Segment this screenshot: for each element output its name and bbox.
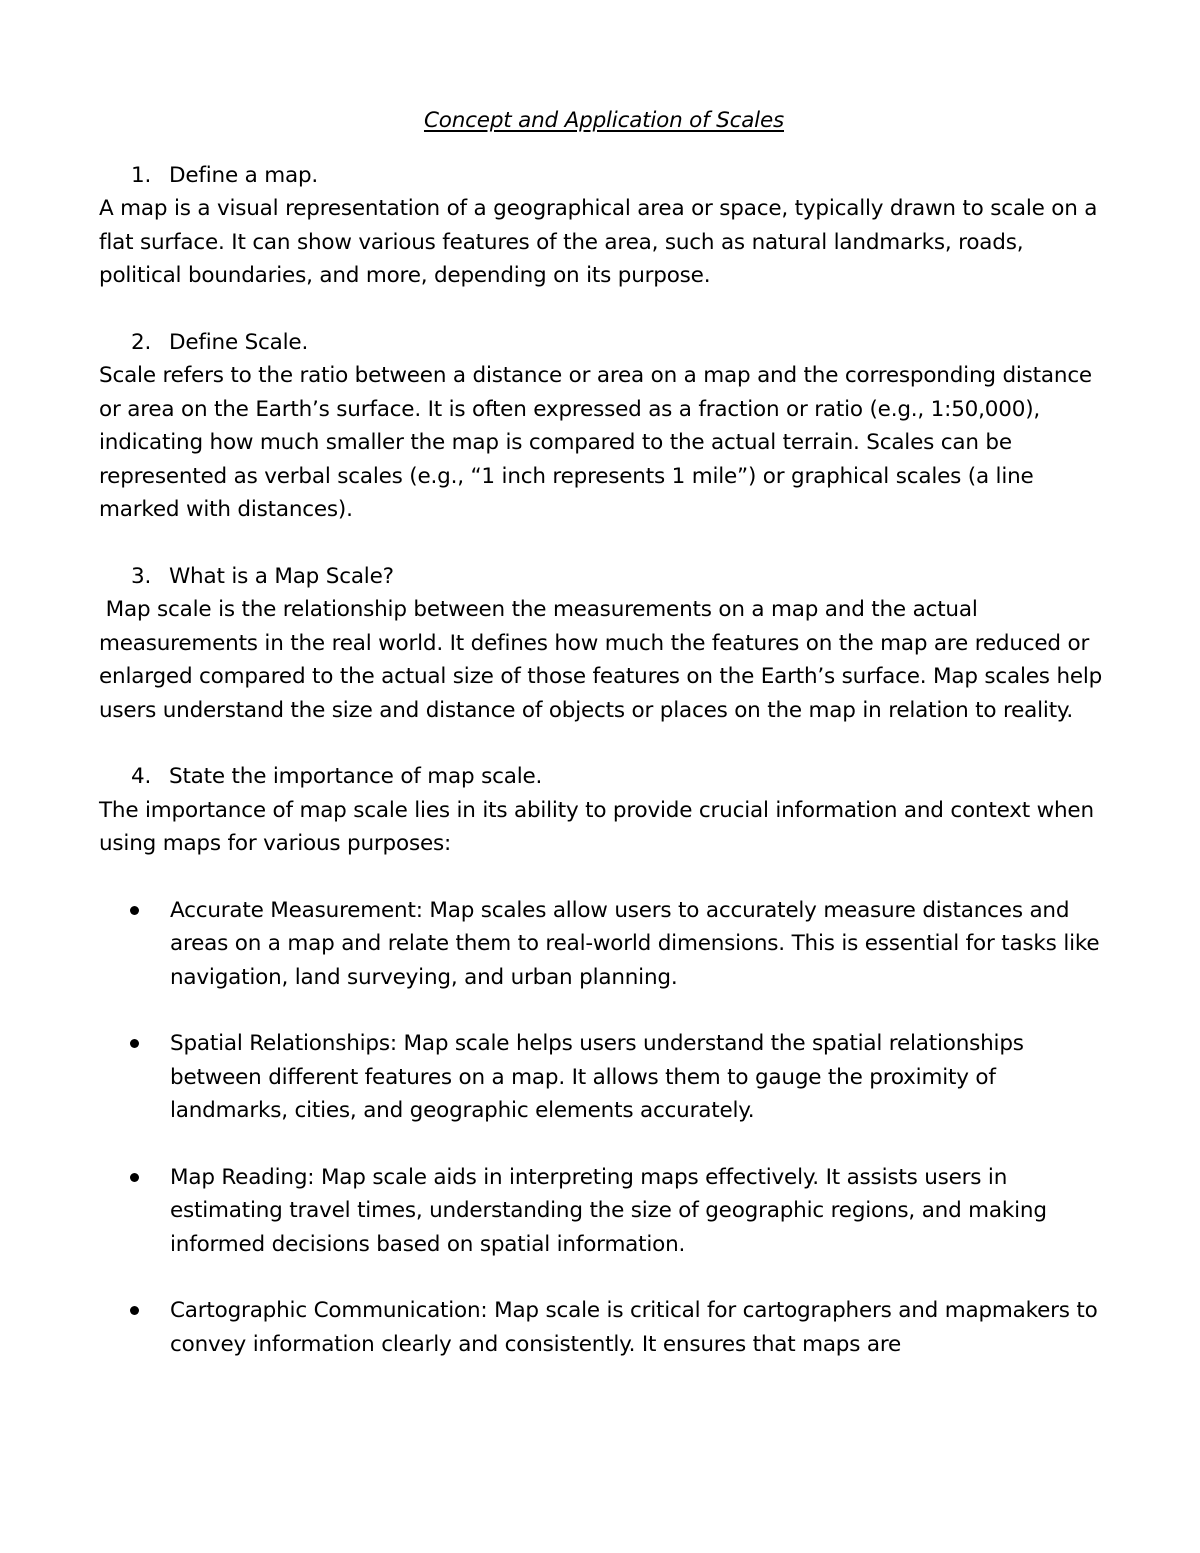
question-2: [99, 326, 1109, 360]
answer-2: Scale refers to the ratio between a distance or area on a map and the corresponding distance or area on the Earth’s surface. It is often expressed as a fraction or ratio (e.g., 1:50,000), indicating how much smaller the map is compared to the actual terrain. Scales can be represented as verbal scales (e.g., “1 inch represents 1 mile”) or graphical scales (a line marked with distances).: [99, 363, 1092, 522]
list-item-text: Spatial Relationships: Map scale helps users understand the spatial relationships between different features on a map. It allows them to gauge the proximity of landmarks, cities, and geographic elements accurately.: [170, 1031, 1024, 1123]
question-1: [99, 159, 1109, 193]
question-number: 2.: [131, 329, 152, 355]
list-item-text: Map Reading: Map scale aids in interpreting maps effectively. It assists users in estimating travel times, understanding the size of geographic regions, and making informed decisions based on spatial information.: [170, 1164, 1047, 1257]
question-number: 1.: [131, 162, 152, 188]
question-text: What is a Map Scale?: [169, 563, 394, 589]
answer-3: Map scale is the relationship between the measurements on a map and the actual measurements in the real world. It defines how much the features on the map are reduced or enlarged compared to the actual size of those features on the Earth’s surface. Map scales help users understand the size and distance of objects or places on the map in relation to reality.: [99, 597, 1109, 723]
question-number: 3.: [131, 563, 152, 589]
section-define-scale: [99, 326, 1109, 527]
section-map-scale: [99, 560, 1109, 728]
bullet-icon: [99, 894, 170, 995]
document-body: [99, 104, 1109, 1394]
question-4: [99, 760, 1109, 794]
section-importance: [99, 760, 1109, 861]
importance-list: [99, 894, 1109, 1362]
bullet-icon: [99, 1294, 170, 1361]
bullet-icon: [99, 1027, 170, 1128]
question-number: 4.: [131, 764, 152, 789]
bullet-icon: [99, 1161, 170, 1262]
answer-4: The importance of map scale lies in its ability to provide crucial information and context when using maps for various purposes:: [99, 797, 1094, 856]
document-title: Concept and Application of Scales: [423, 108, 784, 133]
question-3: [99, 560, 1109, 594]
list-item-text: Accurate Measurement: Map scales allow users to accurately measure distances and areas on a map and relate them to real-world dimensions. This is essential for tasks like navigation, land surveying, and urban planning.: [170, 897, 1100, 990]
section-define-map: [99, 159, 1109, 293]
list-item-text: Cartographic Communication: Map scale is critical for cartographers and mapmakers to convey information clearly and consistently. It ensures that maps are: [170, 1298, 1098, 1357]
question-text: Define Scale.: [169, 329, 309, 355]
question-text: Define a map.: [169, 162, 319, 188]
list-item: [99, 1027, 1109, 1128]
list-item: [99, 1294, 1109, 1361]
list-item: [99, 1161, 1109, 1262]
answer-1: A map is a visual representation of a geographical area or space, typically drawn to scale on a flat surface. It can show various features of the area, such as natural landmarks, roads, political boundaries, and more, depending on its purpose.: [99, 196, 1098, 288]
list-item: [99, 894, 1109, 995]
question-text: State the importance of map scale.: [169, 764, 543, 789]
